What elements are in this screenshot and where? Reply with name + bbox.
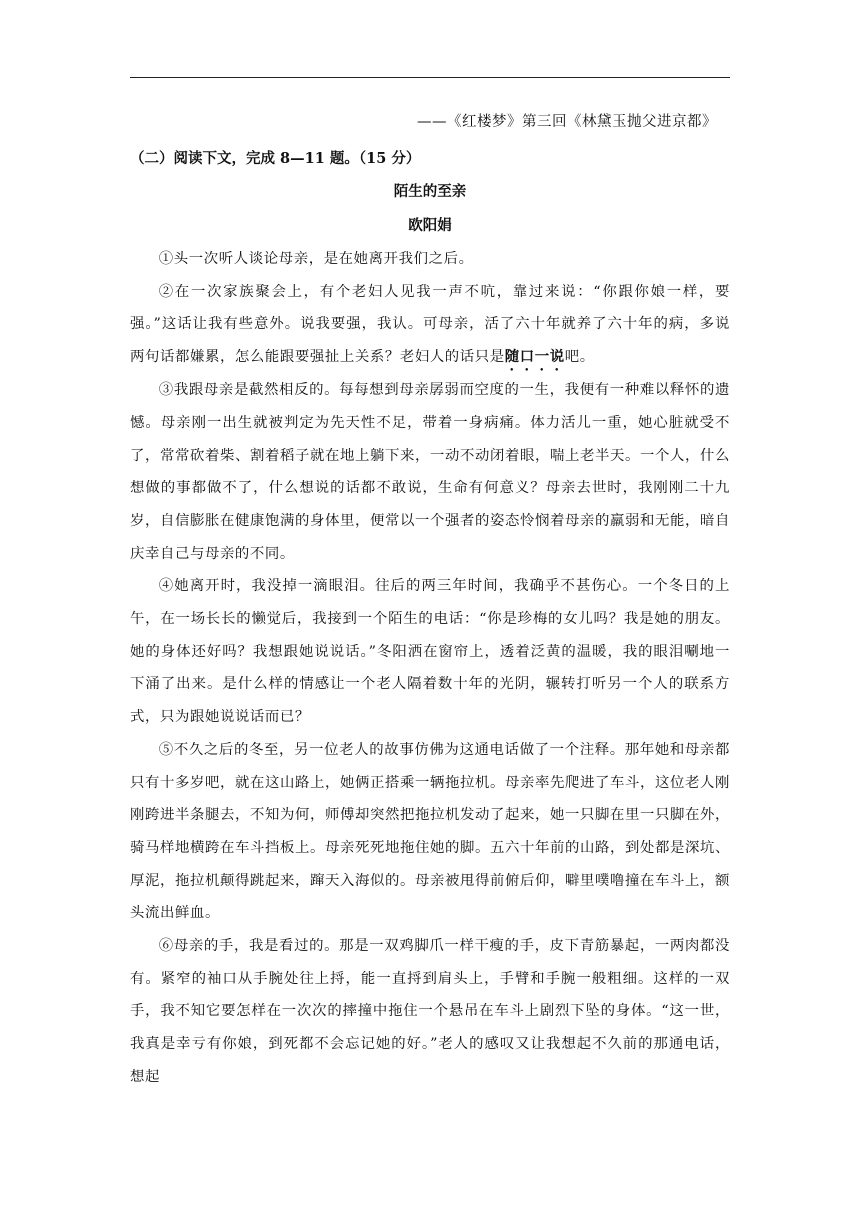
paragraph-2 xyxy=(130,276,730,374)
source-citation: ——《红楼梦》第三回《林黛玉抛父进京都》 xyxy=(417,114,717,130)
paragraph-2-text-after: 吧。 xyxy=(564,349,595,366)
article-title: 陌生的至亲 xyxy=(393,183,467,200)
paragraph-1: ①头一次听人谈论母亲，是在她离开我们之后。 xyxy=(158,251,474,267)
paragraph-5: ⑤不久之后的冬至，另一位老人的故事仿佛为这通电话做了一个注释。那年她和母亲都只有十多岁吧，就在这山路上，她俩正搭乘一辆拖拉机。母亲率先爬进了车斗，这位老人刚刚跨进半条腿去，不知为何，师傅却突然把拖拉机发动了起来，她一只脚在里一只脚在外，骑马样地横跨在车斗挡板上。母亲死死地拖住她的脚。五六十年前的山路，到处都是深坑、厚泥，拖拉机颠得跳起来，蹿天入海似的。母亲被甩得前俯后仰，噼里噗噜撞在车斗上，额头流出鲜血。 xyxy=(130,741,730,922)
article-author: 欧阳娟 xyxy=(408,217,452,234)
emphasized-phrase: 随口一说 xyxy=(504,348,565,366)
paragraph-2-text-before: ②在一次家族聚会上，有个老妇人见我一声不吭，靠过来说：“你跟你娘一样，要强。”这话让我有些意外。说我要强，我认。可母亲，活了六十年就养了六十年的病，多说两句话都嫌累，怎么能跟要强扯上关系？老妇人的话只是 xyxy=(130,283,730,366)
paragraph-4: ④她离开时，我没掉一滴眼泪。往后的两三年时间，我确乎不甚伤心。一个冬日的上午，在一场长长的懒觉后，我接到一个陌生的电话：“你是珍梅的女儿吗？我是她的朋友。她的身体还好吗？我想跟她说说话。”冬阳洒在窗帘上，透着泛黄的温暖，我的眼泪唰地一下涌了出来。是什么样的情感让一个老人隔着数十年的光阴，辗转打听另一个人的联系方式，只为跟她说说话而已？ xyxy=(130,578,730,726)
header-rule xyxy=(130,77,730,78)
paragraph-3: ③我跟母亲是截然相反的。每每想到母亲孱弱而空度的一生，我便有一种难以释怀的遗憾。母亲刚一出生就被判定为先天性不足，带着一身病痛。体力活儿一重，她心脏就受不了，常常砍着柴、割着稻子就在地上躺下来，一动不动闭着眼，喘上老半天。一个人，什么想做的事都做不了，什么想说的话都不敢说，生命有何意义？母亲去世时，我刚刚二十九岁，自信膨胀在健康饱满的身体里，便常以一个强者的姿态怜悯着母亲的羸弱和无能，暗自庆幸自己与母亲的不同。 xyxy=(130,382,730,562)
paragraph-6: ⑥母亲的手，我是看过的。那是一双鸡脚爪一样干瘦的手，皮下青筋暴起，一两肉都没有。紧窄的袖口从手腕处往上捋，能一直捋到肩头上，手臂和手腕一般粗细。这样的一双手，我不知它要怎样在一次次的摔撞中拖住一个悬吊在车斗上剧烈下坠的身体。“这一世，我真是幸亏有你娘，到死都不会忘记她的好。”老人的感叹又让我想起不久前的那通电话，想起 xyxy=(130,938,730,1085)
article-body xyxy=(130,243,730,1094)
section-heading: （二）阅读下文，完成 8—11 题。（15 分） xyxy=(130,150,421,167)
